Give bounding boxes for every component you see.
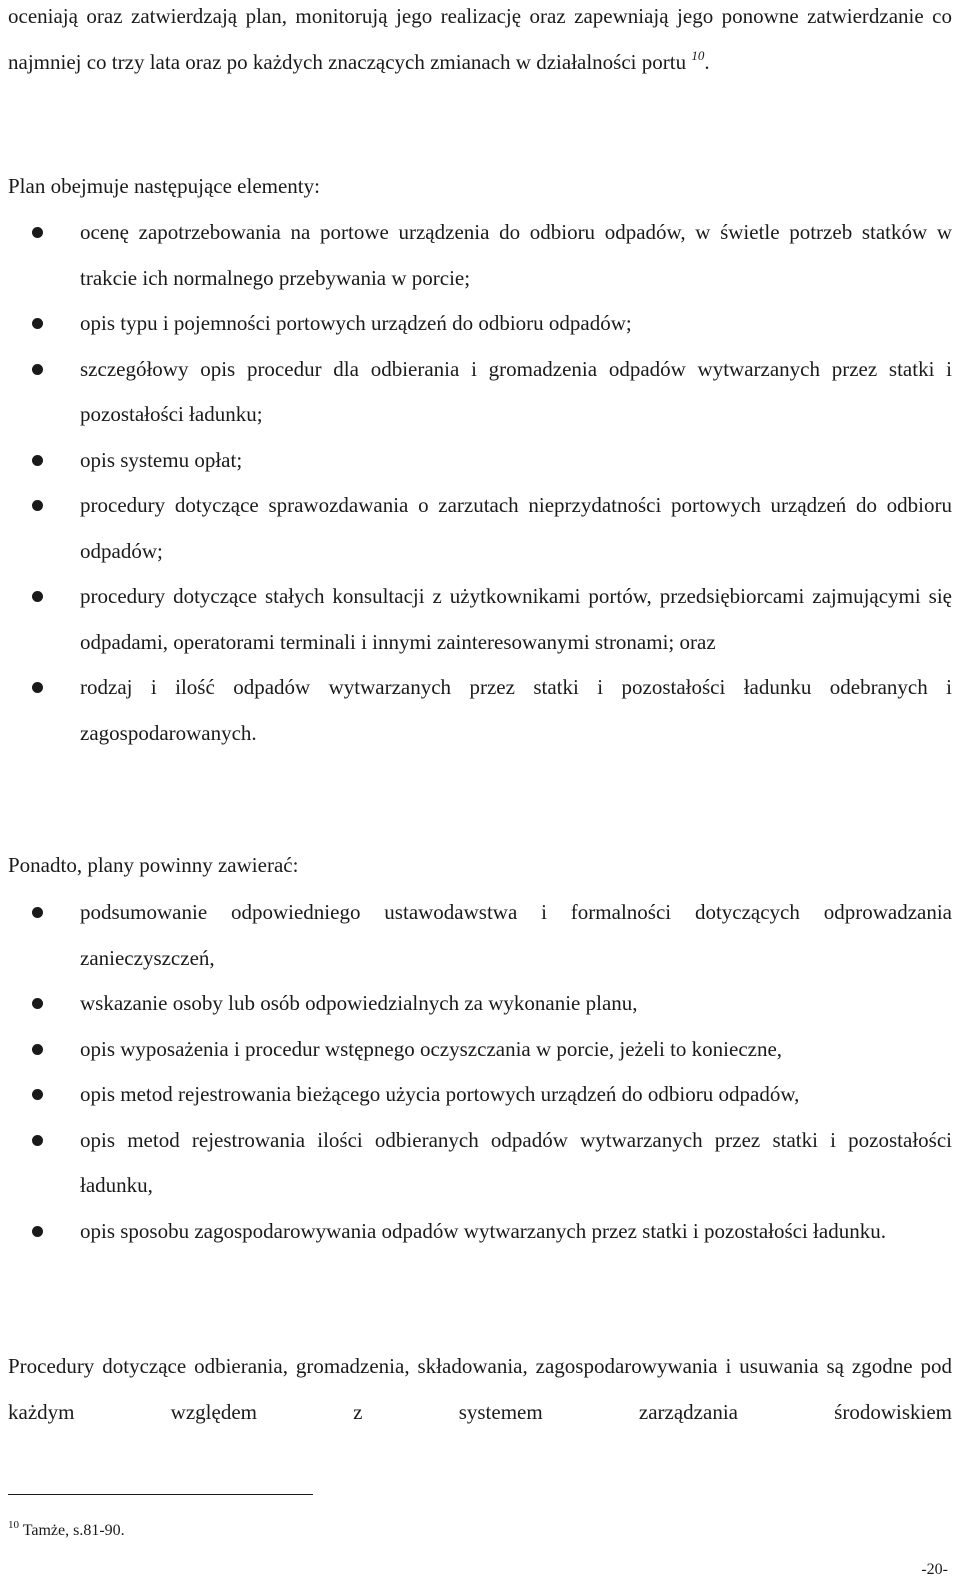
list-item-text: wskazanie osoby lub osób odpowiedzialnych za wykonanie planu, (80, 991, 638, 1015)
list-item-text: szczegółowy opis procedur dla odbierania i gromadzenia odpadów wytwarzanych przez statki i pozostałości ładunku; (80, 356, 952, 426)
bullet-icon (32, 907, 43, 918)
intro-tail: . (704, 49, 710, 74)
list-item-text: opis sposobu zagospodarowywania odpadów wytwarzanych przez statki i pozostałości ładunku. (80, 1218, 886, 1243)
footnote-text: Tamże, s.81-90. (19, 1522, 125, 1539)
list-item (0, 981, 952, 1027)
list-item (0, 1118, 952, 1209)
additional-list (0, 890, 960, 1254)
bullet-icon (32, 318, 43, 329)
bullet-icon (32, 1135, 43, 1146)
list-item-text: opis typu i pojemności portowych urządzeń do odbioru odpadów; (80, 311, 632, 335)
list-item-text: rodzaj i ilość odpadów wytwarzanych przez statki i pozostałości ładunku odebranych i zagospodarowanych. (80, 675, 952, 745)
bullet-icon (32, 455, 43, 466)
list-item (0, 665, 952, 756)
list-item (0, 210, 952, 301)
additional-heading: Ponadto, plany powinny zawierać: (8, 853, 299, 877)
footnote-reference: 10 (691, 47, 705, 63)
elements-heading: Plan obejmuje następujące elementy: (8, 174, 320, 198)
bullet-icon (32, 682, 43, 693)
list-item (0, 438, 952, 484)
list-item (0, 574, 952, 665)
list-item (0, 1209, 952, 1255)
list-item (0, 347, 952, 438)
bullet-icon (32, 1044, 43, 1055)
list-item (0, 301, 952, 347)
footnote (8, 1519, 125, 1540)
closing-paragraph: Procedury dotyczące odbierania, gromadzenia, składowania, zagospodarowywania i usuwania są zgodne pod każdym względem z systemem zarządzania środowiskiem (8, 1354, 952, 1424)
footnote-separator (8, 1494, 313, 1495)
bullet-icon (32, 500, 43, 511)
list-item-text: podsumowanie odpowiedniego ustawodawstwa i formalności dotyczących odprowadzania zanieczyszczeń, (80, 900, 952, 970)
bullet-icon (32, 998, 43, 1009)
bullet-icon (32, 591, 43, 602)
list-item (0, 1072, 952, 1118)
bullet-icon (32, 227, 43, 238)
list-item-text: opis metod rejestrowania ilości odbieranych odpadów wytwarzanych przez statki i pozostałości ładunku, (80, 1127, 952, 1197)
bullet-icon (32, 364, 43, 375)
list-item-text: procedury dotyczące stałych konsultacji z użytkownikami portów, przedsiębiorcami zajmującymi się odpadami, operatorami terminali i innymi zainteresowanymi stronami; oraz (80, 584, 952, 654)
list-item (0, 1027, 952, 1073)
bullet-icon (32, 1089, 43, 1100)
footnote-number: 10 (8, 1519, 19, 1531)
list-item-text: opis metod rejestrowania bieżącego użycia portowych urządzeń do odbioru odpadów, (80, 1082, 800, 1106)
intro-paragraph (8, 0, 952, 85)
list-item-text: opis systemu opłat; (80, 447, 243, 472)
intro-text: oceniają oraz zatwierdzają plan, monitorują jego realizację oraz zapewniają jego ponowne zatwierdzanie co najmniej co trzy lata oraz po każdych znaczących zmianach w działalności portu (8, 4, 952, 74)
elements-list (0, 210, 960, 756)
list-item-text: procedury dotyczące sprawozdawania o zarzutach nieprzydatności portowych urządzeń do odbioru odpadów; (80, 493, 952, 563)
list-item-text: opis wyposażenia i procedur wstępnego oczyszczania w porcie, jeżeli to konieczne, (80, 1036, 783, 1061)
page-number: -20- (921, 1561, 948, 1578)
list-item-text: ocenę zapotrzebowania na portowe urządzenia do odbioru odpadów, w świetle potrzeb statków w trakcie ich normalnego przebywania w porcie; (80, 220, 952, 290)
bullet-icon (32, 1226, 43, 1237)
list-item (0, 890, 952, 981)
list-item (0, 483, 952, 574)
